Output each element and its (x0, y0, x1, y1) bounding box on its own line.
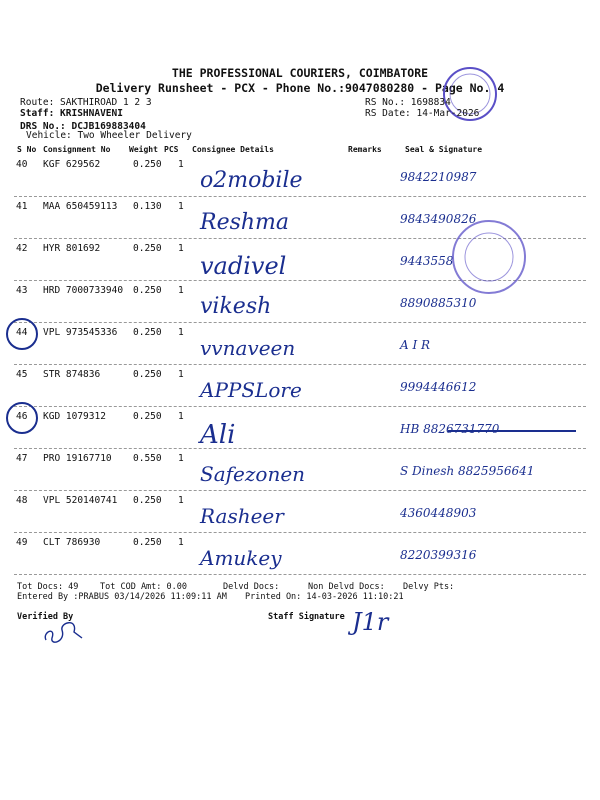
staff-signature-label: Staff Signature (268, 612, 345, 622)
row-consignment-no: STR 874836 (43, 369, 101, 380)
row-consignment-no: KGD 1079312 (43, 411, 106, 422)
table-row (0, 156, 600, 197)
delivered-docs: Delvd Docs: (223, 582, 280, 592)
row-weight: 0.250 (133, 159, 162, 170)
total-cod: Tot COD Amt: 0.00 (100, 582, 187, 592)
row-pcs: 1 (178, 201, 184, 212)
row-pcs: 1 (178, 537, 184, 548)
row-consignment-no: VPL 520140741 (43, 495, 118, 506)
row-signature-handwritten: A I R (400, 338, 431, 352)
row-sno: 44 (16, 327, 28, 338)
staff-signature-mark: J1r (352, 608, 389, 636)
row-consignee-handwritten: Ali (200, 420, 236, 450)
row-weight: 0.250 (133, 285, 162, 296)
row-weight: 0.250 (133, 369, 162, 380)
row-divider (14, 196, 586, 197)
row-weight: 0.250 (133, 327, 162, 338)
row-consignment-no: PRO 19167710 (43, 453, 112, 464)
row-pcs: 1 (178, 495, 184, 506)
total-docs: Tot Docs: 49 (17, 582, 79, 592)
company-name: THE PROFESSIONAL COURIERS, COIMBATORE (171, 66, 429, 80)
row-pcs: 1 (178, 159, 184, 170)
row-weight: 0.250 (133, 243, 162, 254)
col-weight: Weight (129, 145, 158, 154)
row-divider (14, 574, 586, 575)
row-weight: 0.130 (133, 201, 162, 212)
row-consignee-handwritten: Amukey (200, 546, 282, 570)
row-sno: 47 (16, 453, 28, 464)
row-pcs: 1 (178, 369, 184, 380)
row-divider (14, 322, 586, 323)
staff-label: Staff: KRISHNAVENI (20, 108, 123, 119)
row-consignee-handwritten: vikesh (200, 294, 272, 319)
non-delivered-docs: Non Delvd Docs: (308, 582, 385, 592)
runsheet-title: Delivery Runsheet - PCX - Phone No.:9047080280 - Page No. 4 (95, 81, 505, 95)
table-row (0, 366, 600, 407)
row-weight: 0.250 (133, 495, 162, 506)
row-pcs: 1 (178, 327, 184, 338)
route-label: Route: SAKTHIROAD 1 2 3 (20, 97, 152, 108)
rs-number: RS No.: 1698834 (365, 97, 451, 108)
row-consignment-no: CLT 786930 (43, 537, 101, 548)
row-consignment-no: VPL 973545336 (43, 327, 118, 338)
row-signature-handwritten: 9842210987 (400, 170, 477, 184)
row-consignment-no: HYR 801692 (43, 243, 101, 254)
entered-by: Entered By :PRABUS 03/14/2026 11:09:11 AM (17, 592, 227, 602)
row-consignment-no: HRD 7000733940 (43, 285, 124, 296)
row-consignee-handwritten: Rasheer (200, 504, 284, 528)
row-pcs: 1 (178, 411, 184, 422)
row-signature-handwritten: S Dinesh 8825956641 (400, 464, 535, 478)
row-signature-handwritten: HB 8826731770 (400, 422, 500, 436)
row-sno: 49 (16, 537, 28, 548)
table-row (0, 324, 600, 365)
printed-on: Printed On: 14-03-2026 11:10:21 (245, 592, 404, 602)
row-sno: 48 (16, 495, 28, 506)
col-consignee: Consignee Details (192, 145, 274, 154)
row-divider (14, 490, 586, 491)
table-row (0, 450, 600, 491)
verifier-signature-icon (38, 612, 88, 652)
strikethrough-mark-icon (448, 430, 576, 432)
row-consignee-handwritten: Safezonen (200, 462, 306, 486)
sno-circle-mark-icon (6, 402, 38, 434)
row-pcs: 1 (178, 285, 184, 296)
row-consignee-handwritten: Reshma (200, 210, 290, 235)
col-sno: S No (17, 145, 37, 154)
row-weight: 0.250 (133, 537, 162, 548)
row-pcs: 1 (178, 453, 184, 464)
col-remarks: Remarks (348, 145, 382, 154)
row-signature-handwritten: 9843490826 (400, 212, 477, 226)
row-signature-handwritten: 9994446612 (400, 380, 477, 394)
row-sno: 40 (16, 159, 28, 170)
table-row (0, 492, 600, 533)
vehicle-label: Vehicle: Two Wheeler Delivery (26, 130, 192, 141)
col-pcs: PCS (164, 145, 179, 154)
row-signature-handwritten: 8220399316 (400, 548, 477, 562)
row-weight: 0.250 (133, 411, 162, 422)
row-sno: 46 (16, 411, 28, 422)
row-divider (14, 364, 586, 365)
row-consignee-handwritten: APPSLore (200, 378, 302, 402)
row-weight: 0.550 (133, 453, 162, 464)
table-row (0, 534, 600, 575)
row-signature-handwritten: 4360448903 (400, 506, 477, 520)
row-consignee-handwritten: vvnaveen (200, 336, 296, 360)
row-divider (14, 406, 586, 407)
row-divider (14, 532, 586, 533)
row-sno: 42 (16, 243, 28, 254)
row-consignment-no: MAA 650459113 (43, 201, 118, 212)
row-sno: 43 (16, 285, 28, 296)
drs-label: DRS No.: DCJB169883404 (20, 121, 146, 132)
rs-date: RS Date: 14-Mar-2026 (365, 108, 480, 119)
col-signature: Seal & Signature (405, 145, 483, 154)
row-consignee-handwritten: o2mobile (200, 168, 303, 193)
row-pcs: 1 (178, 243, 184, 254)
row-consignment-no: KGF 629562 (43, 159, 101, 170)
col-consignment: Consignment No (43, 145, 111, 154)
row-consignee-handwritten: vadivel (200, 252, 287, 280)
row-sno: 45 (16, 369, 28, 380)
table-row (0, 408, 600, 449)
company-seal-icon (450, 218, 528, 296)
row-signature-handwritten: 9443558 (400, 254, 454, 268)
row-signature-handwritten: 8890885310 (400, 296, 477, 310)
verified-by-label: Verified By (17, 612, 74, 622)
sno-circle-mark-icon (6, 318, 38, 350)
delivery-points: Delvy Pts: (403, 582, 455, 592)
row-divider (14, 448, 586, 449)
row-sno: 41 (16, 201, 28, 212)
